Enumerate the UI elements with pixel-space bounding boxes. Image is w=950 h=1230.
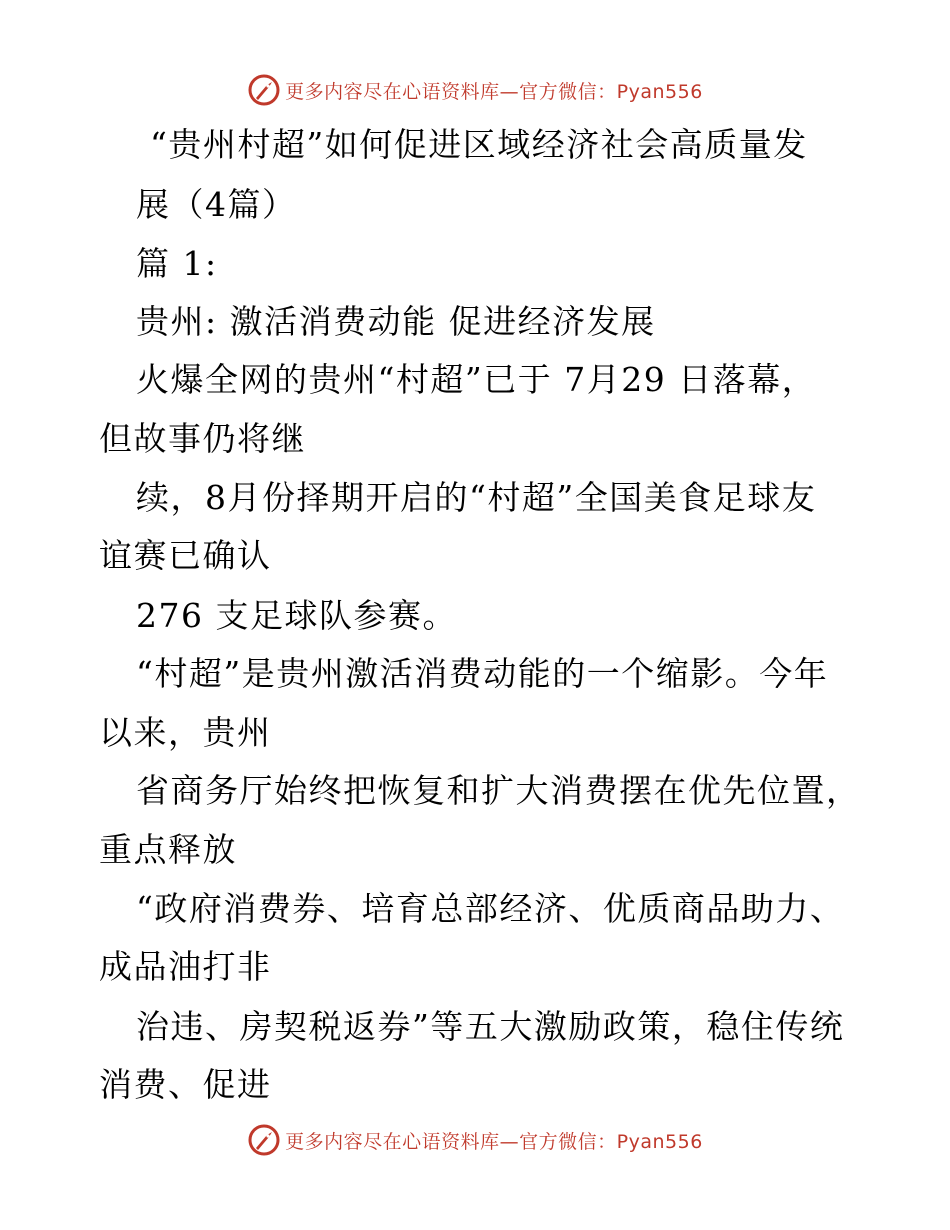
paragraph-line: 以来，贵州 (99, 713, 272, 752)
watermark-banner-top (0, 70, 950, 110)
paragraph-line: “政府消费券、培育总部经济、优质商品助力、 (136, 889, 845, 928)
paragraph-line: 消费、促进 (99, 1065, 272, 1104)
doc-title-line-1: “贵州村超”如何促进区域经济社会高质量发 (150, 125, 808, 164)
article-title: 贵州: 激活消费动能 促进经济发展 (136, 302, 656, 341)
watermark-banner-bottom (0, 1120, 950, 1160)
paragraph-line: 续，8月份择期开启的“村超”全国美食足球友 (136, 478, 817, 517)
paragraph-line: 火爆全网的贵州“村超”已于 7月29 日落幕， (136, 360, 817, 399)
section-heading: 篇 1: (136, 244, 218, 283)
paragraph-line: 省商务厅始终把恢复和扩大消费摆在优先位置， (136, 771, 861, 810)
watermark-text: 更多内容尽在心语资料库—官方微信：Pyan556 (285, 1130, 703, 1153)
paragraph-line: 重点释放 (99, 830, 237, 869)
paragraph-line: 276 支足球队参赛。 (136, 596, 457, 635)
pen-nib-circle-icon (247, 73, 281, 107)
paragraph-line: 但故事仍将继 (99, 419, 306, 458)
paragraph-line: 谊赛已确认 (99, 536, 272, 575)
doc-title-line-2: 展（4篇） (136, 185, 297, 224)
paragraph-line: 成品油打非 (99, 947, 272, 986)
watermark-text: 更多内容尽在心语资料库—官方微信：Pyan556 (285, 80, 703, 103)
paragraph-line: “村超”是贵州激活消费动能的一个缩影。今年 (136, 654, 829, 693)
paragraph-line: 治违、房契税返券”等五大激励政策，稳住传统 (136, 1007, 845, 1046)
pen-nib-circle-icon (247, 1123, 281, 1157)
